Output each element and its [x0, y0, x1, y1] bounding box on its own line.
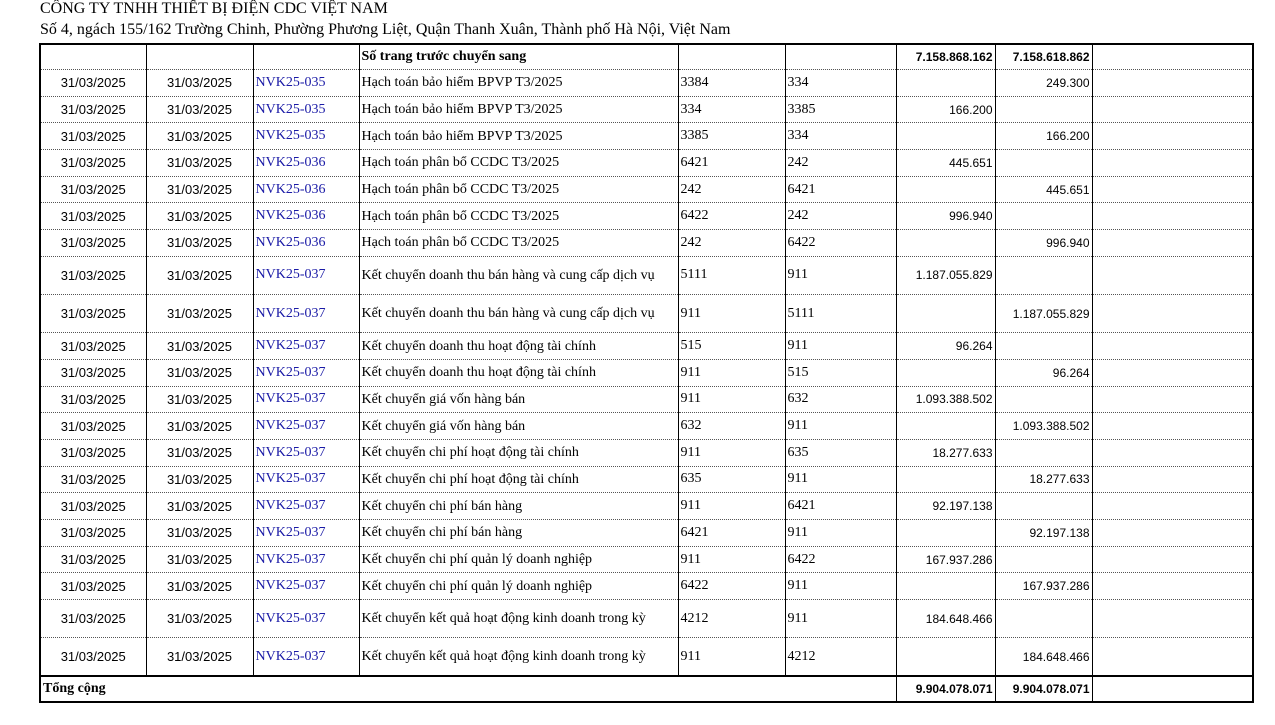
cell-empty [1092, 176, 1253, 203]
ledger-row [40, 466, 1253, 493]
debit-amount: 996.940 [896, 203, 995, 230]
description: Kết chuyển doanh thu hoạt động tài chính [359, 333, 678, 360]
account: 6421 [678, 520, 785, 547]
cell-empty [1092, 359, 1253, 386]
debit-amount [896, 176, 995, 203]
document-date: 31/03/2025 [146, 70, 253, 97]
ledger-row [40, 439, 1253, 466]
cell-empty [146, 44, 253, 70]
contra-account: 911 [785, 413, 896, 440]
document-date: 31/03/2025 [146, 230, 253, 257]
cell-empty [1092, 466, 1253, 493]
document-date: 31/03/2025 [146, 573, 253, 600]
account: 911 [678, 493, 785, 520]
entry-date: 31/03/2025 [40, 70, 146, 97]
document-number-link[interactable]: NVK25-037 [253, 439, 359, 466]
description: Hạch toán phân bổ CCDC T3/2025 [359, 203, 678, 230]
carried-forward-row [40, 44, 1253, 70]
cell-empty [1092, 96, 1253, 123]
description: Kết chuyển chi phí hoạt động tài chính [359, 439, 678, 466]
document-date: 31/03/2025 [146, 176, 253, 203]
debit-amount [896, 123, 995, 150]
debit-amount: 92.197.138 [896, 493, 995, 520]
contra-account: 911 [785, 256, 896, 294]
cell-empty [1092, 256, 1253, 294]
entry-date: 31/03/2025 [40, 295, 146, 333]
ledger-row [40, 230, 1253, 257]
ledger-row [40, 386, 1253, 413]
entry-date: 31/03/2025 [40, 573, 146, 600]
contra-account: 242 [785, 203, 896, 230]
ledger-table [39, 43, 1254, 703]
contra-account: 5111 [785, 295, 896, 333]
document-number-link[interactable]: NVK25-036 [253, 150, 359, 177]
contra-account: 3385 [785, 96, 896, 123]
entry-date: 31/03/2025 [40, 333, 146, 360]
description: Hạch toán bảo hiểm BPVP T3/2025 [359, 123, 678, 150]
company-name: CÔNG TY TNHH THIẾT BỊ ĐIỆN CDC VIỆT NAM [40, 0, 388, 17]
document-number-link[interactable]: NVK25-037 [253, 295, 359, 333]
credit-amount [995, 333, 1092, 360]
document-date: 31/03/2025 [146, 203, 253, 230]
contra-account: 334 [785, 123, 896, 150]
contra-account: 242 [785, 150, 896, 177]
debit-amount [896, 413, 995, 440]
carried-forward-debit: 7.158.868.162 [896, 44, 995, 70]
account: 911 [678, 546, 785, 573]
debit-amount: 1.187.055.829 [896, 256, 995, 294]
carried-forward-credit: 7.158.618.862 [995, 44, 1092, 70]
account: 911 [678, 295, 785, 333]
contra-account: 911 [785, 333, 896, 360]
cell-empty [1092, 546, 1253, 573]
document-date: 31/03/2025 [146, 295, 253, 333]
document-number-link[interactable]: NVK25-035 [253, 123, 359, 150]
entry-date: 31/03/2025 [40, 386, 146, 413]
contra-account: 911 [785, 573, 896, 600]
document-date: 31/03/2025 [146, 333, 253, 360]
document-number-link[interactable]: NVK25-037 [253, 600, 359, 638]
account: 242 [678, 176, 785, 203]
ledger-body [40, 44, 1253, 702]
credit-amount [995, 386, 1092, 413]
description: Kết chuyển doanh thu bán hàng và cung cấp dịch vụ [359, 295, 678, 333]
contra-account: 911 [785, 466, 896, 493]
document-date: 31/03/2025 [146, 638, 253, 677]
description: Kết chuyển chi phí bán hàng [359, 493, 678, 520]
description: Kết chuyển kết quả hoạt động kinh doanh trong kỳ [359, 600, 678, 638]
debit-amount [896, 295, 995, 333]
debit-amount: 166.200 [896, 96, 995, 123]
description: Kết chuyển doanh thu hoạt động tài chính [359, 359, 678, 386]
document-number-link[interactable]: NVK25-036 [253, 230, 359, 257]
debit-amount: 167.937.286 [896, 546, 995, 573]
description: Hạch toán phân bổ CCDC T3/2025 [359, 230, 678, 257]
cell-empty [785, 44, 896, 70]
document-number-link[interactable]: NVK25-037 [253, 386, 359, 413]
entry-date: 31/03/2025 [40, 123, 146, 150]
document-number-link[interactable]: NVK25-037 [253, 638, 359, 677]
credit-amount: 18.277.633 [995, 466, 1092, 493]
ledger-row [40, 546, 1253, 573]
total-credit: 9.904.078.071 [995, 676, 1092, 702]
entry-date: 31/03/2025 [40, 546, 146, 573]
entry-date: 31/03/2025 [40, 203, 146, 230]
account: 635 [678, 466, 785, 493]
description: Hạch toán bảo hiểm BPVP T3/2025 [359, 70, 678, 97]
credit-amount: 249.300 [995, 70, 1092, 97]
cell-empty [1092, 520, 1253, 547]
document-number-link[interactable]: NVK25-035 [253, 96, 359, 123]
ledger-row [40, 413, 1253, 440]
debit-amount [896, 466, 995, 493]
contra-account: 4212 [785, 638, 896, 677]
ledger-row [40, 96, 1253, 123]
document-number-link[interactable]: NVK25-037 [253, 493, 359, 520]
description: Kết chuyển giá vốn hàng bán [359, 413, 678, 440]
credit-amount [995, 256, 1092, 294]
account: 242 [678, 230, 785, 257]
carried-forward-label: Số trang trước chuyển sang [359, 44, 678, 70]
document-date: 31/03/2025 [146, 413, 253, 440]
entry-date: 31/03/2025 [40, 230, 146, 257]
ledger-row [40, 333, 1253, 360]
account: 5111 [678, 256, 785, 294]
description: Kết chuyển chi phí bán hàng [359, 520, 678, 547]
document-number-link[interactable]: NVK25-035 [253, 70, 359, 97]
account: 3385 [678, 123, 785, 150]
entry-date: 31/03/2025 [40, 96, 146, 123]
cell-empty [1092, 230, 1253, 257]
description: Kết chuyển chi phí quản lý doanh nghiệp [359, 573, 678, 600]
debit-amount: 184.648.466 [896, 600, 995, 638]
cell-empty [253, 44, 359, 70]
cell-empty [1092, 150, 1253, 177]
account: 4212 [678, 600, 785, 638]
entry-date: 31/03/2025 [40, 493, 146, 520]
account: 6422 [678, 203, 785, 230]
contra-account: 635 [785, 439, 896, 466]
description: Hạch toán bảo hiểm BPVP T3/2025 [359, 96, 678, 123]
debit-amount [896, 573, 995, 600]
contra-account: 911 [785, 520, 896, 547]
credit-amount [995, 203, 1092, 230]
document-date: 31/03/2025 [146, 359, 253, 386]
entry-date: 31/03/2025 [40, 256, 146, 294]
credit-amount: 167.937.286 [995, 573, 1092, 600]
account: 334 [678, 96, 785, 123]
account: 911 [678, 439, 785, 466]
contra-account: 911 [785, 600, 896, 638]
ledger-row [40, 70, 1253, 97]
entry-date: 31/03/2025 [40, 466, 146, 493]
description: Kết chuyển giá vốn hàng bán [359, 386, 678, 413]
cell-empty [1092, 333, 1253, 360]
credit-amount [995, 439, 1092, 466]
document-date: 31/03/2025 [146, 493, 253, 520]
cell-empty [678, 44, 785, 70]
debit-amount [896, 520, 995, 547]
ledger-row [40, 150, 1253, 177]
credit-amount: 1.093.388.502 [995, 413, 1092, 440]
credit-amount: 1.187.055.829 [995, 295, 1092, 333]
description: Hạch toán phân bổ CCDC T3/2025 [359, 150, 678, 177]
credit-amount: 166.200 [995, 123, 1092, 150]
entry-date: 31/03/2025 [40, 359, 146, 386]
cell-empty [1092, 70, 1253, 97]
cell-empty [1092, 295, 1253, 333]
debit-amount [896, 230, 995, 257]
document-date: 31/03/2025 [146, 386, 253, 413]
ledger-row [40, 295, 1253, 333]
cell-empty [1092, 413, 1253, 440]
document-number-link[interactable]: NVK25-037 [253, 256, 359, 294]
document-date: 31/03/2025 [146, 520, 253, 547]
credit-amount [995, 546, 1092, 573]
account: 6422 [678, 573, 785, 600]
document-number-link[interactable]: NVK25-037 [253, 466, 359, 493]
entry-date: 31/03/2025 [40, 638, 146, 677]
account: 632 [678, 413, 785, 440]
account: 911 [678, 359, 785, 386]
ledger-row [40, 638, 1253, 677]
contra-account: 6421 [785, 493, 896, 520]
contra-account: 632 [785, 386, 896, 413]
contra-account: 6422 [785, 546, 896, 573]
account: 911 [678, 386, 785, 413]
document-number-link[interactable]: NVK25-037 [253, 573, 359, 600]
entry-date: 31/03/2025 [40, 520, 146, 547]
debit-amount: 18.277.633 [896, 439, 995, 466]
contra-account: 6421 [785, 176, 896, 203]
total-label: Tổng cộng [40, 676, 896, 702]
cell-empty [1092, 600, 1253, 638]
debit-amount [896, 638, 995, 677]
account: 6421 [678, 150, 785, 177]
cell-empty [1092, 493, 1253, 520]
entry-date: 31/03/2025 [40, 439, 146, 466]
document-number-link[interactable]: NVK25-037 [253, 520, 359, 547]
document-date: 31/03/2025 [146, 150, 253, 177]
credit-amount [995, 150, 1092, 177]
cell-empty [1092, 44, 1253, 70]
credit-amount: 445.651 [995, 176, 1092, 203]
document-date: 31/03/2025 [146, 439, 253, 466]
document-number-link[interactable]: NVK25-037 [253, 546, 359, 573]
credit-amount [995, 96, 1092, 123]
document-date: 31/03/2025 [146, 256, 253, 294]
ledger-row [40, 600, 1253, 638]
description: Hạch toán phân bổ CCDC T3/2025 [359, 176, 678, 203]
cell-empty [1092, 638, 1253, 677]
ledger-row [40, 203, 1253, 230]
entry-date: 31/03/2025 [40, 413, 146, 440]
document-number-link[interactable]: NVK25-037 [253, 333, 359, 360]
cell-empty [1092, 123, 1253, 150]
description: Kết chuyển chi phí hoạt động tài chính [359, 466, 678, 493]
entry-date: 31/03/2025 [40, 176, 146, 203]
document-number-link[interactable]: NVK25-037 [253, 413, 359, 440]
ledger-row [40, 123, 1253, 150]
contra-account: 334 [785, 70, 896, 97]
credit-amount: 96.264 [995, 359, 1092, 386]
description: Kết chuyển doanh thu bán hàng và cung cấp dịch vụ [359, 256, 678, 294]
contra-account: 515 [785, 359, 896, 386]
debit-amount: 445.651 [896, 150, 995, 177]
account: 515 [678, 333, 785, 360]
contra-account: 6422 [785, 230, 896, 257]
debit-amount: 96.264 [896, 333, 995, 360]
cell-empty [40, 44, 146, 70]
document-date: 31/03/2025 [146, 600, 253, 638]
ledger-row [40, 520, 1253, 547]
document-date: 31/03/2025 [146, 546, 253, 573]
entry-date: 31/03/2025 [40, 150, 146, 177]
ledger-row [40, 176, 1253, 203]
ledger-row [40, 256, 1253, 294]
account: 911 [678, 638, 785, 677]
cell-empty [1092, 386, 1253, 413]
description: Kết chuyển kết quả hoạt động kinh doanh trong kỳ [359, 638, 678, 677]
credit-amount [995, 493, 1092, 520]
account: 3384 [678, 70, 785, 97]
debit-amount: 1.093.388.502 [896, 386, 995, 413]
credit-amount: 92.197.138 [995, 520, 1092, 547]
entry-date: 31/03/2025 [40, 600, 146, 638]
total-row [40, 676, 1253, 702]
cell-empty [1092, 203, 1253, 230]
credit-amount: 996.940 [995, 230, 1092, 257]
document-date: 31/03/2025 [146, 96, 253, 123]
document-date: 31/03/2025 [146, 466, 253, 493]
total-debit: 9.904.078.071 [896, 676, 995, 702]
cell-empty [1092, 573, 1253, 600]
cell-empty [1092, 439, 1253, 466]
ledger-row [40, 573, 1253, 600]
debit-amount [896, 359, 995, 386]
document-number-link[interactable]: NVK25-036 [253, 176, 359, 203]
company-address: Số 4, ngách 155/162 Trường Chinh, Phường Phương Liệt, Quận Thanh Xuân, Thành phố Hà Nội, Việt Nam [40, 21, 731, 38]
debit-amount [896, 70, 995, 97]
ledger-row [40, 493, 1253, 520]
document-number-link[interactable]: NVK25-037 [253, 359, 359, 386]
description: Kết chuyển chi phí quản lý doanh nghiệp [359, 546, 678, 573]
document-date: 31/03/2025 [146, 123, 253, 150]
cell-empty [1092, 676, 1253, 702]
ledger-row [40, 359, 1253, 386]
credit-amount [995, 600, 1092, 638]
credit-amount: 184.648.466 [995, 638, 1092, 677]
document-number-link[interactable]: NVK25-036 [253, 203, 359, 230]
